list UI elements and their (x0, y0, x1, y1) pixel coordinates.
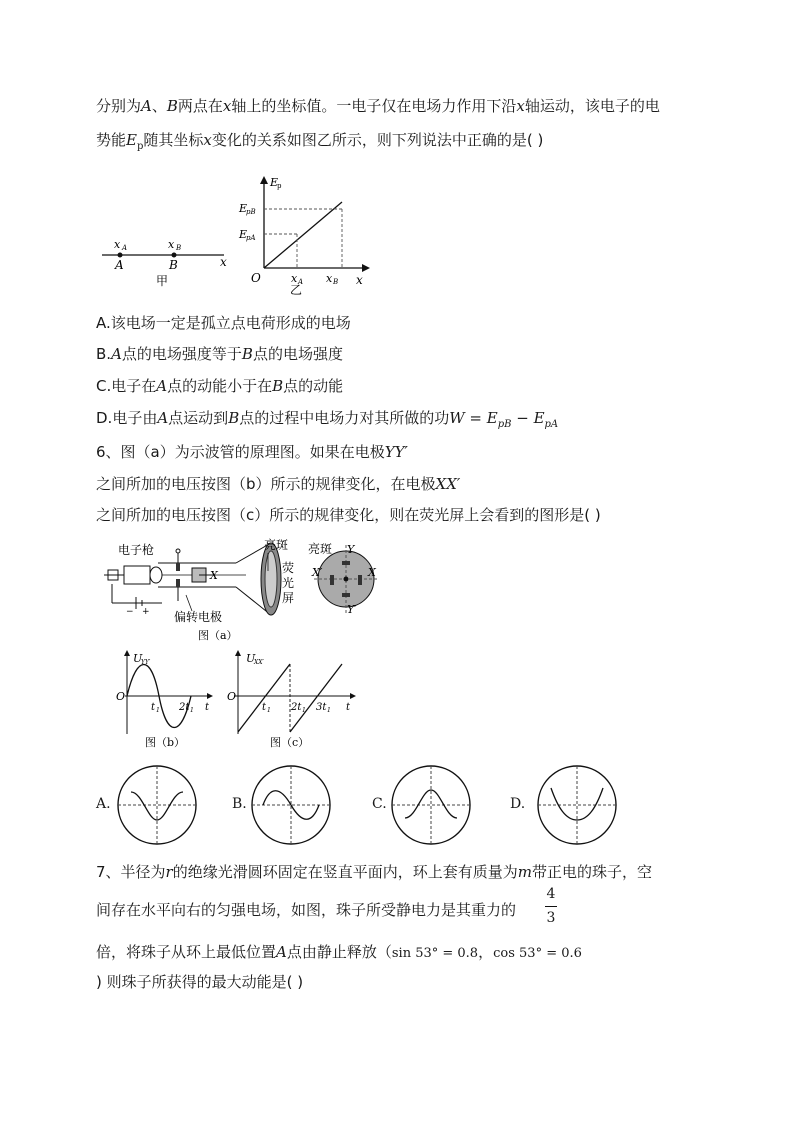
svg-text:X: X (368, 566, 376, 579)
svg-text:t: t (262, 702, 267, 713)
choice-c-label[interactable]: C. (372, 796, 387, 812)
fraction-bar (545, 906, 557, 907)
svg-text:U: U (246, 652, 256, 665)
svg-text:电子枪: 电子枪 (118, 543, 155, 557)
svg-text:E: E (239, 202, 248, 215)
svg-text:XX′: XX′ (254, 659, 264, 666)
svg-text:pB: pB (246, 208, 256, 216)
choice-a-label[interactable]: A. (96, 796, 111, 812)
point-a (118, 253, 123, 258)
q5-option-c: C.电子在A点的动能小于在B点的动能 (96, 377, 344, 395)
q5-stem-line2: 势能$E_p$随其坐标x变化的关系如图乙所示，则下列说法中正确的是( ) (96, 131, 544, 152)
q5-option-d: D.电子由A点运动到B点的过程中电场力对其所做的功$W = E_{pB} - E_{pA}$ (96, 409, 559, 430)
q7-stem-line2: 间存在水平向右的匀强电场，如图，珠子所受静电力是其重力的 (96, 901, 517, 919)
caption-fig-b: 图（b） (145, 736, 186, 749)
q6-stem-line3: 之间所加的电压按图（c）所示的规律变化，则在荧光屏上会看到的图形是( ) (96, 506, 601, 524)
svg-text:光: 光 (282, 576, 295, 590)
figure-a-oscilloscope (96, 535, 386, 650)
svg-text:x: x (356, 273, 363, 287)
svg-text:偏转电极: 偏转电极 (174, 610, 223, 624)
svg-text:x: x (291, 272, 298, 285)
svg-text:荧: 荧 (282, 561, 295, 575)
ep-line (264, 202, 342, 268)
svg-text:U: U (133, 652, 143, 665)
svg-text:1: 1 (267, 707, 271, 714)
svg-text:E: E (270, 176, 279, 189)
figure-yi (236, 172, 376, 297)
q5-option-a: A.该电场一定是孤立点电荷形成的电场 (96, 314, 351, 332)
svg-text:t: t (205, 702, 210, 713)
label-xb: x (168, 238, 175, 251)
caption-fig-c: 图（c） (270, 736, 310, 749)
svg-text:亮斑: 亮斑 (264, 538, 289, 552)
q5-stem-line1: 分别为A、B两点在x轴上的坐标值。一电子仅在电场力作用下沿x轴运动，该电子的电 (96, 97, 660, 115)
q7-stem-line4: ) 则珠子所获得的最大动能是( ) (96, 973, 304, 991)
point-b (172, 253, 177, 258)
svg-text:O: O (227, 690, 237, 703)
svg-text:1: 1 (190, 707, 194, 714)
svg-text:O: O (251, 271, 261, 285)
svg-text:亮斑: 亮斑 (308, 542, 333, 556)
caption-yi: 乙 (290, 283, 303, 297)
svg-text:YY′: YY′ (141, 659, 151, 666)
svg-text:B: B (176, 244, 182, 252)
svg-text:A: A (122, 244, 128, 252)
caption-fig-a: 图（a） (198, 629, 238, 642)
q7-stem-line3: 倍，将珠子从环上最低位置A点由静止释放（sin 53° = 0.8，cos 53° = 0.6 (96, 943, 582, 961)
q6-stem-line1: 6、图（a）为示波管的原理图。如果在电极YY′ (96, 443, 408, 461)
svg-text:pA: pA (246, 234, 256, 242)
svg-text:A: A (298, 278, 304, 286)
label-xa: x (114, 238, 121, 251)
q5-option-b: B.A点的电场强度等于B点的电场强度 (96, 345, 343, 363)
choice-a-screen[interactable] (116, 764, 198, 846)
svg-text:O: O (116, 690, 126, 703)
svg-text:B: B (333, 278, 339, 286)
svg-text:3t: 3t (316, 702, 327, 713)
svg-text:2t: 2t (179, 702, 190, 713)
choice-c-screen[interactable] (390, 764, 472, 846)
figure-b-uyy (115, 650, 215, 750)
choice-d-screen[interactable] (536, 764, 618, 846)
svg-text:t: t (346, 702, 351, 713)
svg-text:X′: X′ (312, 566, 323, 579)
svg-text:1: 1 (327, 707, 331, 714)
q7-stem-line1: 7、半径为r的绝缘光滑圆环固定在竖直平面内，环上套有质量为m带正电的珠子，空 (96, 863, 652, 881)
svg-text:屏: 屏 (282, 591, 295, 605)
figure-c-uxx (228, 650, 358, 750)
svg-text:2t: 2t (291, 702, 302, 713)
q6-stem-line2: 之间所加的电压按图（b）所示的规律变化，在电极XX′ (96, 475, 461, 493)
fraction-denominator: 3 (546, 910, 556, 926)
svg-text:X: X (210, 569, 218, 582)
svg-text:1: 1 (302, 707, 306, 714)
svg-text:E: E (239, 228, 248, 241)
svg-text:Y: Y (347, 543, 355, 556)
svg-text:Y′: Y′ (347, 603, 357, 616)
svg-text:1: 1 (156, 707, 160, 714)
fraction-numerator: 4 (546, 886, 556, 902)
svg-text:t: t (151, 702, 156, 713)
label-a: A (115, 258, 124, 272)
figure-jia (96, 235, 246, 295)
choice-b-label[interactable]: B. (232, 796, 247, 812)
choice-b-screen[interactable] (250, 764, 332, 846)
caption-jia: 甲 (156, 274, 169, 288)
svg-text:+: + (142, 607, 150, 617)
choice-d-label[interactable]: D. (510, 796, 526, 812)
label-b: B (169, 258, 178, 272)
label-x-axis: x (220, 255, 227, 269)
svg-text:x: x (326, 272, 333, 285)
svg-text:p: p (277, 182, 282, 190)
svg-text:−: − (126, 607, 134, 617)
